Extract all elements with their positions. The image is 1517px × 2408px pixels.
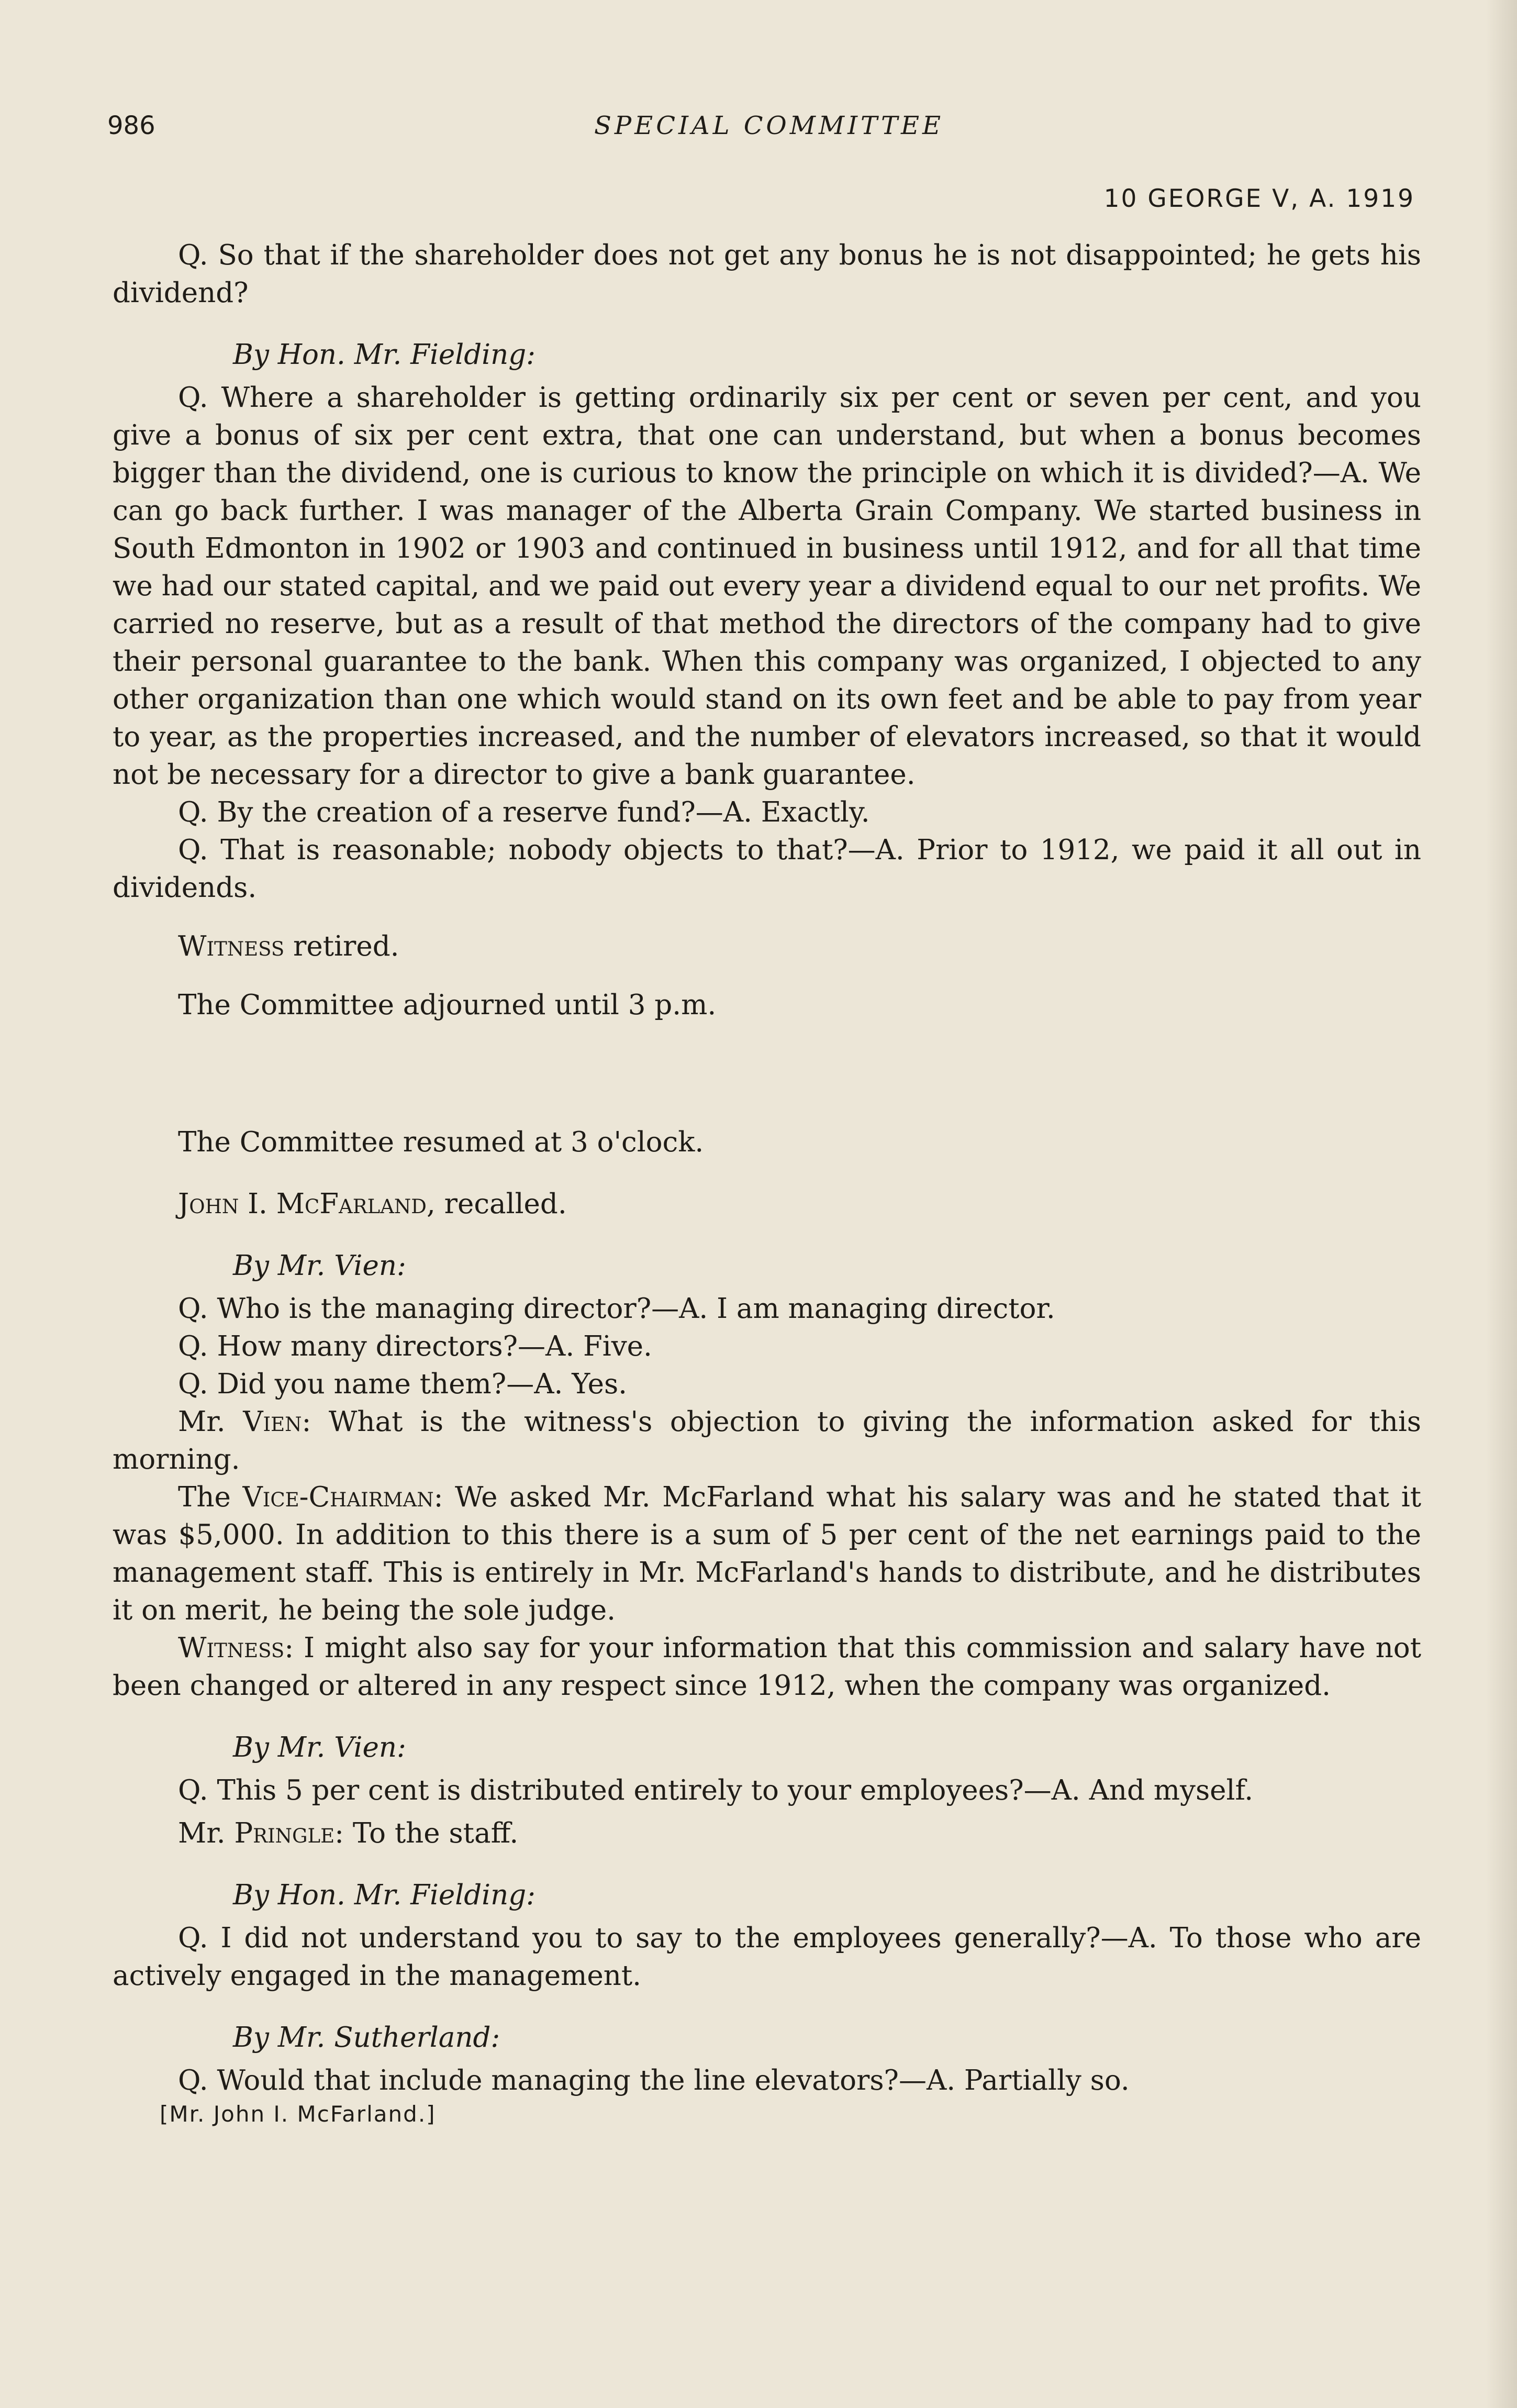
speaker-paragraph xyxy=(113,1479,1421,1629)
page-edge-shadow xyxy=(1486,0,1517,2408)
examiner-heading: By Hon. Mr. Fielding: xyxy=(233,339,536,371)
paragraph: Q. How many directors?—A. Five. xyxy=(178,1330,652,1362)
speaker-text: : We asked Mr. McFarland what his salary was and he stated that it was $5,000. In addition to this there is a sum of 5 per cent of the net earnings paid to the management staff. This is entirely in Mr. McFarland's hands to distribute, and he distributes it on merit, he being the sole judge. xyxy=(113,1481,1421,1626)
speaker-prefix: Mr. xyxy=(178,1406,243,1438)
witness-retired-line xyxy=(113,928,1421,966)
speaker-text: : To the staff. xyxy=(334,1817,519,1849)
paragraph: Q. I did not understand you to say to the employees generally?—A. To those who are actively engaged in the management. xyxy=(113,1922,1421,1992)
paragraph: Q. By the creation of a reserve fund?—A. Exactly. xyxy=(178,796,870,828)
witness-label: Witness xyxy=(178,930,285,962)
paragraph: Q. So that if the shareholder does not get any bonus he is not disappointed; he gets his dividend? xyxy=(113,239,1421,309)
paragraph: Q. This 5 per cent is distributed entirely to your employees?—A. And myself. xyxy=(178,1774,1254,1806)
resumed-line: The Committee resumed at 3 o'clock. xyxy=(178,1126,704,1158)
page-header xyxy=(107,111,1412,148)
examiner-heading: By Mr. Vien: xyxy=(233,1250,406,1282)
paragraph: Q. Did you name them?—A. Yes. xyxy=(178,1368,627,1400)
speaker-paragraph xyxy=(113,1815,1421,1852)
witness-name: John I. McFarland xyxy=(178,1188,427,1220)
speaker-prefix: Mr. xyxy=(178,1817,235,1849)
recalled-line xyxy=(113,1185,1421,1223)
paragraph: Q. Where a shareholder is getting ordinarily six per cent or seven per cent, and you give a bonus of six per cent extra, that one can understand, but when a bonus becomes bigger than the dividend, one is curious to know the principle on which it is divided?—A. We can go back further. I was manager of the Alberta Grain Company. We started business in South Edmonton in 1902 or 1903 and continued in business until 1912, and for all that time we had our stated capital, and we paid out every year a dividend equal to our net profits. We carried no reserve, but as a result of that method the directors of the company had to give their personal guarantee to the bank. When this company was organized, I objected to any other organization than one which would stand on its own feet and be able to pay from year to year, as the properties increased, and the number of elevators increased, so that it would not be necessary for a director to give a bank guarantee. xyxy=(113,382,1421,791)
examiner-heading: By Mr. Vien: xyxy=(233,1732,406,1763)
speaker-paragraph xyxy=(113,1403,1421,1479)
examiner-heading: By Mr. Sutherland: xyxy=(233,2022,500,2054)
witness-footnote: [Mr. John I. McFarland.] xyxy=(160,2101,436,2127)
running-title: SPECIAL COMMITTEE xyxy=(594,111,944,140)
paragraph: Q. Who is the managing director?—A. I am managing director. xyxy=(178,1293,1055,1325)
page-number: 986 xyxy=(107,111,155,140)
paragraph: Q. Would that include managing the line elevators?—A. Partially so. xyxy=(178,2065,1130,2096)
speaker-text: : I might also say for your information that this commission and salary have not been changed or altered in any respect since 1912, when the company was organized. xyxy=(113,1632,1421,1702)
speaker-name: Witness xyxy=(178,1632,285,1664)
speaker-text: : What is the witness's objection to giving the information asked for this morning. xyxy=(113,1406,1421,1475)
regnal-year: 10 GEORGE V, A. 1919 xyxy=(1103,184,1415,213)
speaker-name: Vien xyxy=(243,1406,302,1438)
paragraph: Q. That is reasonable; nobody objects to that?—A. Prior to 1912, we paid it all out in dividends. xyxy=(113,834,1421,904)
document-body xyxy=(113,237,1421,2129)
witness-retired-text: retired. xyxy=(284,930,399,962)
speaker-prefix: The xyxy=(178,1481,243,1513)
examiner-heading: By Hon. Mr. Fielding: xyxy=(233,1879,536,1911)
speaker-name: Pringle xyxy=(234,1817,335,1849)
adjourned-line: The Committee adjourned until 3 p.m. xyxy=(178,989,717,1021)
speaker-paragraph xyxy=(113,1629,1421,1705)
speaker-name: Vice-Chairman xyxy=(242,1481,434,1513)
recalled-text: , recalled. xyxy=(426,1188,567,1220)
